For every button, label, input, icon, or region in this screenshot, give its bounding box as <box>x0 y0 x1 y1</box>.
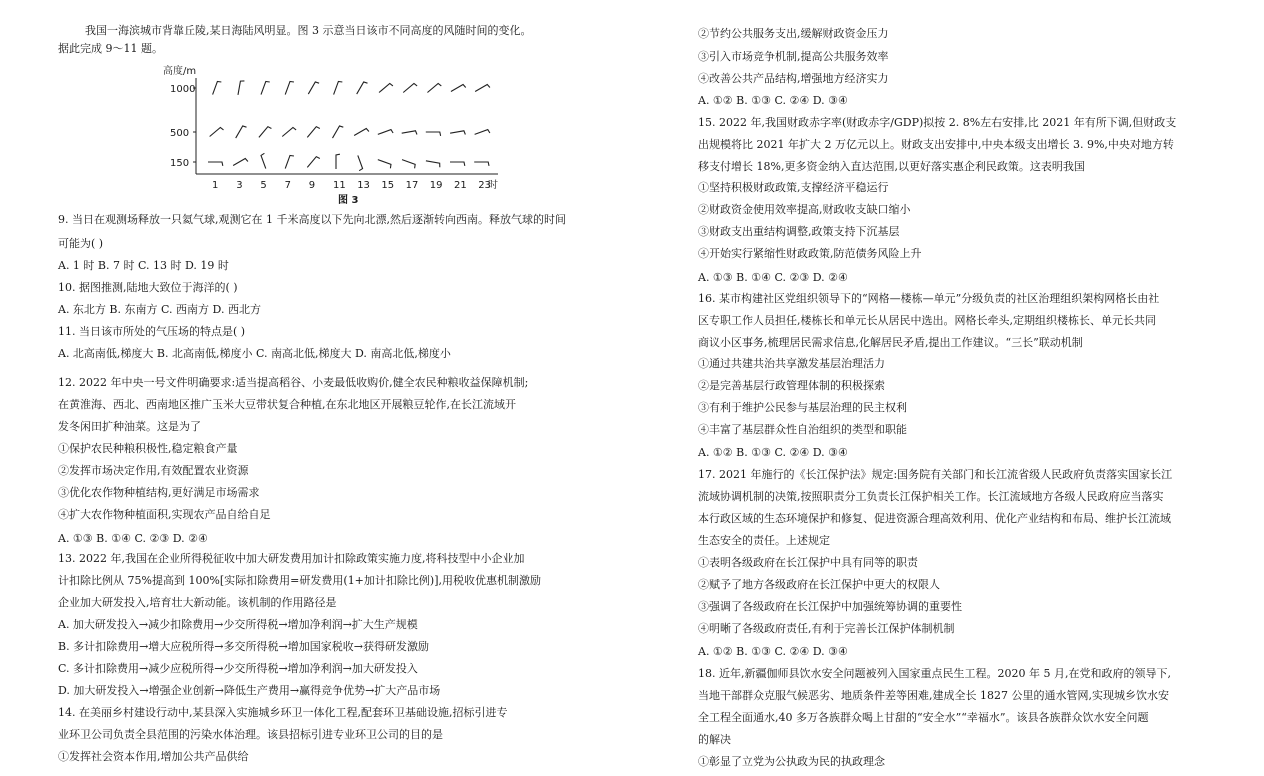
left-text-line: A. 北高南低,梯度大 B. 北高南低,梯度小 C. 南高北低,梯度大 D. 南高北低,梯度小 <box>58 347 451 360</box>
right-text-line: ①坚持积极财政政策,支撑经济平稳运行 <box>698 181 889 194</box>
right-text-line: ②财政资金使用效率提高,财政收支缺口缩小 <box>698 203 911 216</box>
wind-barb <box>213 81 222 94</box>
x-tick-label: 23 <box>478 180 491 191</box>
right-text-line: ①彰显了立党为公执政为民的执政理念 <box>698 755 885 768</box>
wind-barb <box>308 82 319 94</box>
right-text-line: ②是完善基层行政管理体制的积极探索 <box>698 379 885 392</box>
right-text-line: 18. 近年,新疆伽师县饮水安全问题被列入国家重点民生工程。2020 年 5 月,在党和政府的领导下, <box>698 667 1171 680</box>
wind-barb <box>427 84 441 93</box>
x-tick-label: 1 <box>212 180 219 191</box>
wind-barb <box>334 81 343 94</box>
right-text-line: A. ①② B. ①③ C. ②④ D. ③④ <box>698 446 848 459</box>
right-text-line: 当地干部群众克服气候恶劣、地质条件差等困难,建成全长 1827 公里的通水管网,实现城乡饮水安 <box>698 689 1169 702</box>
left-text-line: 计扣除比例从 75%提高到 100%[实际扣除费用=研发费用(1+加计扣除比例)],用税收优惠机制激励 <box>58 574 541 587</box>
right-text-line: 16. 某市构建社区党组织领导下的“网格—楼栋—单元”分级负责的社区治理组织架构网格长由社 <box>698 292 1160 305</box>
wind-barb <box>210 128 224 137</box>
right-text-line: 移支付增长 18%,更多资金纳入直达范围,以更好落实惠企利民政策。这表明我国 <box>698 160 1085 173</box>
x-tick-label: 5 <box>260 180 267 191</box>
left-text-line: ①发挥社会资本作用,增加公共产品供给 <box>58 750 249 763</box>
left-text-line: A. ①③ B. ①④ C. ②③ D. ②④ <box>58 532 208 545</box>
left-text-line: B. 多计扣除费用→增大应税所得→多交所得税→增加国家税收→获得研发激励 <box>58 640 429 653</box>
left-text-line: ③优化农作物种植结构,更好满足市场需求 <box>58 486 260 499</box>
right-text-line: ①表明各级政府在长江保护中具有同等的职责 <box>698 556 918 569</box>
x-tick-label: 11 <box>333 180 346 191</box>
wind-barb <box>333 126 344 138</box>
right-text-line: ④改善公共产品结构,增强地方经济实力 <box>698 72 889 85</box>
wind-barb <box>402 160 415 169</box>
wind-barb <box>402 131 417 135</box>
wind-barb <box>378 130 393 135</box>
left-text-line: 11. 当日该市所处的气压场的特点是( ) <box>58 325 246 338</box>
x-axis-unit: 时 <box>488 180 498 191</box>
left-text-line: D. 加大研发投入→增强企业创新→降低生产费用→赢得竞争优势→扩大产品市场 <box>58 684 441 697</box>
right-text-line: 全工程全面通水,40 多万各族群众喝上甘甜的“安全水”“幸福水”。该县各族群众饮水安全问题 <box>698 711 1149 724</box>
wind-barb <box>357 82 368 94</box>
left-text-line: 企业加大研发投入,培育壮大新动能。该机制的作用路径是 <box>58 596 337 609</box>
x-tick-label: 9 <box>308 180 316 191</box>
left-text-line: A. 1 时 B. 7 时 C. 13 时 D. 19 时 <box>58 259 229 272</box>
right-text-line: 15. 2022 年,我国财政赤字率(财政赤字/GDP)拟按 2. 8%左右安排,比 2021 年有所下调,但财政支 <box>698 116 1177 129</box>
left-text-line: C. 多计扣除费用→减少应税所得→少交所得税→增加净利润→加大研发投入 <box>58 662 418 675</box>
right-text-line: 流域协调机制的决策,按照职责分工负责长江保护相关工作。长江流域地方各级人民政府应当落实 <box>698 490 1164 503</box>
wind-barb <box>282 128 296 137</box>
right-text-line: A. ①③ B. ①④ C. ②③ D. ②④ <box>698 271 848 284</box>
wind-barb <box>450 131 465 135</box>
wind-barb <box>426 161 440 167</box>
right-text-line: ③有利于维护公民参与基层治理的民主权利 <box>698 401 907 414</box>
right-text-line: A. ①② B. ①③ C. ②④ D. ③④ <box>698 94 848 107</box>
y-tick-label: 500 <box>170 128 190 139</box>
wind-barb <box>358 155 363 170</box>
right-text-line: 生态安全的责任。上述规定 <box>698 534 830 547</box>
right-text-line: 商议小区事务,梳理居民需求信息,化解居民矛盾,提出工作建议。“三长”联动机制 <box>698 336 1083 349</box>
left-text-line: 13. 2022 年,我国在企业所得税征收中加大研发费用加计扣除政策实施力度,将科技型中小企业加 <box>58 552 525 565</box>
left-text-line: ②发挥市场决定作用,有效配置农业资源 <box>58 464 249 477</box>
y-axis-label: 高度/m <box>163 66 197 77</box>
wind-barb <box>285 155 294 168</box>
x-tick-label: 19 <box>429 180 443 191</box>
intro-line-1: 我国一海滨城市背靠丘陵,某日海陆风明显。图 3 示意当日该市不同高度的风随时间的变化。 <box>85 24 532 37</box>
x-tick-label: 15 <box>381 180 395 191</box>
right-text-line: ①通过共建共治共享激发基层治理活力 <box>698 357 885 370</box>
wind-barb <box>307 127 320 138</box>
left-text-line: A. 加大研发投入→减少扣除费用→少交所得税→增加净利润→扩大生产规模 <box>58 618 418 631</box>
wind-barb <box>261 81 270 94</box>
left-text-line: A. 东北方 B. 东南方 C. 西南方 D. 西北方 <box>58 303 261 316</box>
y-tick-label: 1000 <box>170 84 196 95</box>
wind-figure <box>0 62 632 210</box>
left-text-line: 9. 当日在观测场释放一只氦气球,观测它在 1 千米高度以下先向北漂,然后逐渐转向西南。释放气球的时间 <box>58 213 566 226</box>
left-text-line: 在黄淮海、西北、西南地区推广玉米大豆带状复合种植,在东北地区开展粮豆轮作,在长江流域开 <box>58 398 516 411</box>
right-text-line: ③财政支出重结构调整,政策支持下沉基层 <box>698 225 900 238</box>
wind-barb <box>475 130 490 135</box>
x-tick-label: 17 <box>405 180 419 191</box>
right-text-line: ③强调了各级政府在长江保护中加强统筹协调的重要性 <box>698 600 962 613</box>
wind-barb <box>285 81 294 94</box>
wind-barb <box>238 81 244 95</box>
right-text-line: 的解决 <box>698 733 731 746</box>
right-text-line: ②赋予了地方各级政府在长江保护中更大的权限人 <box>698 578 940 591</box>
wind-barb <box>451 85 466 92</box>
wind-barb <box>261 153 266 168</box>
right-text-line: ④明晰了各级政府责任,有利于完善长江保护体制机制 <box>698 622 955 635</box>
x-tick-label: 3 <box>236 180 243 191</box>
x-tick-label: 21 <box>454 180 467 191</box>
right-text-line: 17. 2021 年施行的《长江保护法》规定:国务院有关部门和长江流省级人民政府负责落实国家长江 <box>698 468 1173 481</box>
right-text-line: ②节约公共服务支出,缓解财政资金压力 <box>698 27 889 40</box>
wind-barb <box>450 162 465 166</box>
wind-barb <box>336 154 340 169</box>
wind-barb <box>307 157 320 168</box>
wind-barb <box>378 160 391 169</box>
right-text-line: 本行政区域的生态环境保护和修复、促进资源合理高效利用、优化产业结构和布局、维护长江流域 <box>698 512 1171 525</box>
intro-line-2: 据此完成 9～11 题。 <box>58 42 163 55</box>
left-text-line: ①保护农民种粮积极性,稳定粮食产量 <box>58 442 238 455</box>
x-tick-label: 7 <box>284 180 291 191</box>
left-text-line: 10. 据图推测,陆地大致位于海洋的( ) <box>58 281 238 294</box>
right-text-line: 出规模将比 2021 年扩大 2 万亿元以上。财政支出安排中,中央本级支出增长 3. 9%,中央对地方转 <box>698 138 1174 151</box>
left-text-line: 可能为( ) <box>58 237 104 250</box>
wind-barb <box>208 162 223 166</box>
right-text-line: 区专职工作人员担任,楼栋长和单元长从居民中选出。网格长牵头,定期组织楼栋长、单元长共同 <box>698 314 1156 327</box>
right-text-line: ④开始实行紧缩性财政政策,防范债务风险上升 <box>698 247 922 260</box>
left-text-line: 14. 在美丽乡村建设行动中,某县深入实施城乡环卫一体化工程,配套环卫基础设施,招标引进专 <box>58 706 508 719</box>
wind-barb <box>403 84 417 93</box>
right-text-line: ③引入市场竞争机制,提高公共服务效率 <box>698 50 889 63</box>
wind-barb <box>475 85 490 92</box>
y-tick-label: 150 <box>170 158 190 169</box>
wind-barb <box>426 132 441 136</box>
left-text-line: 业环卫公司负责全县范围的污染水体治理。该县招标引进专业环卫公司的目的是 <box>58 728 443 741</box>
wind-barb <box>379 84 393 93</box>
wind-barb <box>236 126 247 138</box>
figure-caption: 图 3 <box>338 195 359 206</box>
left-text-line: 12. 2022 年中央一号文件明确要求:适当提高稻谷、小麦最低收购价,健全农民种粮收益保障机制; <box>58 376 529 389</box>
right-text-line: ④丰富了基层群众性自治组织的类型和职能 <box>698 423 907 436</box>
wind-barb <box>233 159 248 166</box>
left-text-line: ④扩大农作物种植面积,实现农产品自给自足 <box>58 508 271 521</box>
left-text-line: 发冬闲田扩种油菜。这是为了 <box>58 420 201 433</box>
wind-barb <box>354 129 369 136</box>
right-text-line: A. ①② B. ①③ C. ②④ D. ③④ <box>698 645 848 658</box>
x-tick-label: 13 <box>357 180 370 191</box>
wind-barb <box>474 162 489 166</box>
wind-barb <box>259 127 272 138</box>
